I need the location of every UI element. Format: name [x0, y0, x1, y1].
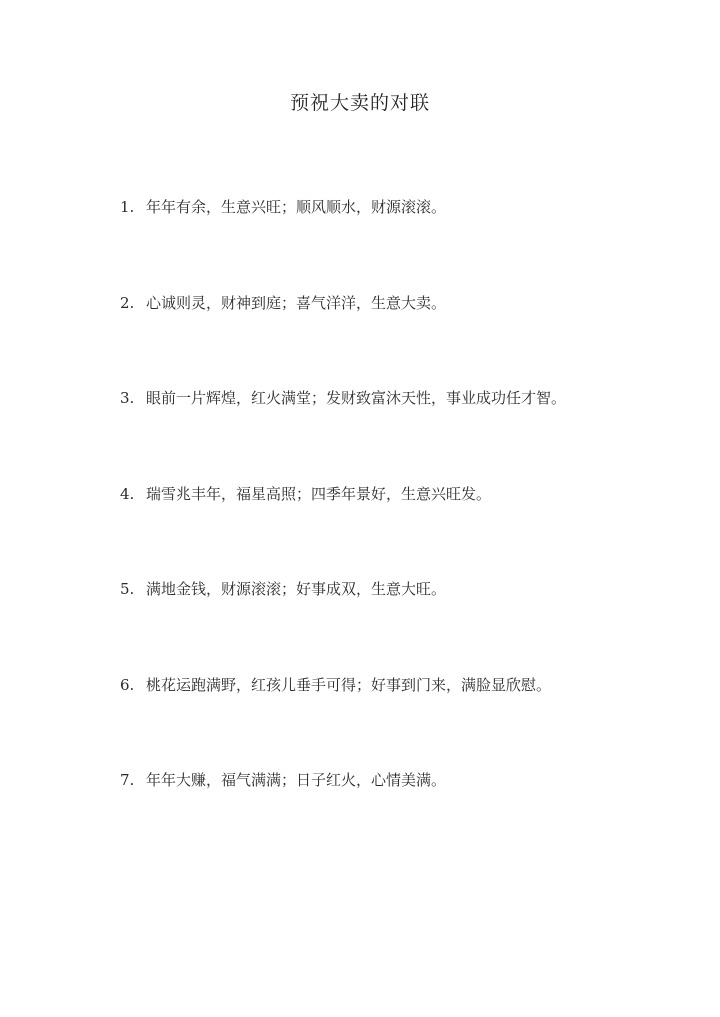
item-number: 6.: [120, 675, 135, 694]
page-title: 预祝大卖的对联: [289, 92, 430, 114]
couplet-text: 满地金钱，财源滚滚；好事成双，生意大旺。: [146, 580, 447, 598]
couplet-list: [120, 196, 680, 865]
list-item: [120, 483, 680, 579]
list-item: [120, 578, 680, 674]
item-number: 7.: [120, 771, 135, 789]
item-number: 5.: [120, 580, 135, 598]
couplet-text: 年年大赚，福气满满；日子红火，心情美满。: [146, 771, 447, 789]
item-number: 4.: [120, 484, 135, 503]
couplet-text: 眼前一片辉煌，红火满堂；发财致富沐天性，事业成功任才智。: [146, 389, 567, 407]
couplet-text: 年年有余，生意兴旺；顺风顺水，财源滚滚。: [146, 198, 447, 216]
list-item: [120, 674, 680, 770]
list-item: [120, 387, 680, 483]
item-number: 1.: [120, 198, 135, 216]
couplet-text: 桃花运跑满野，红孩儿垂手可得；好事到门来，满脸显欣慰。: [146, 675, 552, 694]
item-number: 2.: [120, 293, 135, 312]
list-item: [120, 292, 680, 388]
item-number: 3.: [120, 389, 135, 407]
list-item: [120, 769, 680, 865]
couplet-text: 瑞雪兆丰年，福星高照；四季年景好，生意兴旺发。: [146, 484, 492, 503]
couplet-text: 心诚则灵，财神到庭；喜气洋洋，生意大卖。: [146, 293, 447, 312]
list-item: [120, 196, 680, 292]
